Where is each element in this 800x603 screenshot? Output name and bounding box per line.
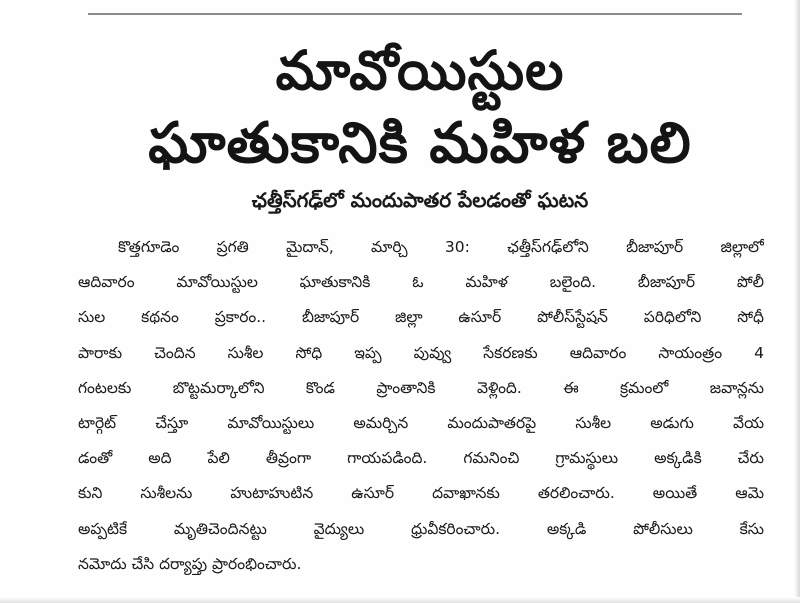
subheadline: ఛత్తీస్‌గఢ్‌లో మందుపాతర పేలడంతో ఘటన [251,188,589,212]
body-line: గంటలకు బొట్టమర్కాలోని కొండ ప్రాంతానికి వెళ్లింది. ఈ క్రమంలో జవాన్లను [78,378,764,397]
body-line: సుల కథనం ప్రకారం.. బీజాపూర్ జిల్లా ఉసూర్ పోలీస్‌స్టేషన్ పరిధిలోని సోధీ [78,308,764,327]
body-line: డంతో అది పేలి తీవ్రంగా గాయపడింది. గమనించి గ్రామస్థులు అక్కడికి చేరు [78,449,764,468]
body-line: కొత్తగూడెం ప్రగతి మైదాన్, మార్చి 30: ఛత్తీస్‌గఢ్‌లోని బీజాపూర్ జిల్లాలో [118,238,764,256]
page-bottom-shadow [0,597,800,603]
top-rule [88,13,742,15]
headline-line-1: మావోయిస్టుల [275,39,565,102]
body-line: టార్గెట్ చేస్తూ మావోయిస్టులు అమర్చిన మందుపాతరపై సుశీల అడుగు వేయ [78,413,764,432]
page-edge-shadow [794,0,800,603]
article-body [78,230,764,582]
body-line: ఆదివారం మావోయిస్టుల ఘాతుకానికి ఓ మహిళ బలైంది. బీజాపూర్ పోలీ [78,273,764,292]
body-line: నమోదు చేసి దర్యాప్తు ప్రారంభించారు. [78,554,302,573]
body-line: పారాకు చెందిన సుశీల సోధి ఇప్ప పువ్వు సేకరణకు ఆదివారం సాయంత్రం 4 [78,343,764,362]
body-line: కుని సుశీలను హుటాహుటిన ఉసూర్ దవాఖానకు తరలించారు. అయితే ఆమె [78,484,764,503]
body-line: అప్పటికే మృతిచెందినట్టు వైద్యులు ధ్రువీకరించారు. అక్కడి పోలీసులు కేసు [78,519,764,538]
headline-line-2: ఘాతుకానికి మహిళ బలి [148,111,692,176]
